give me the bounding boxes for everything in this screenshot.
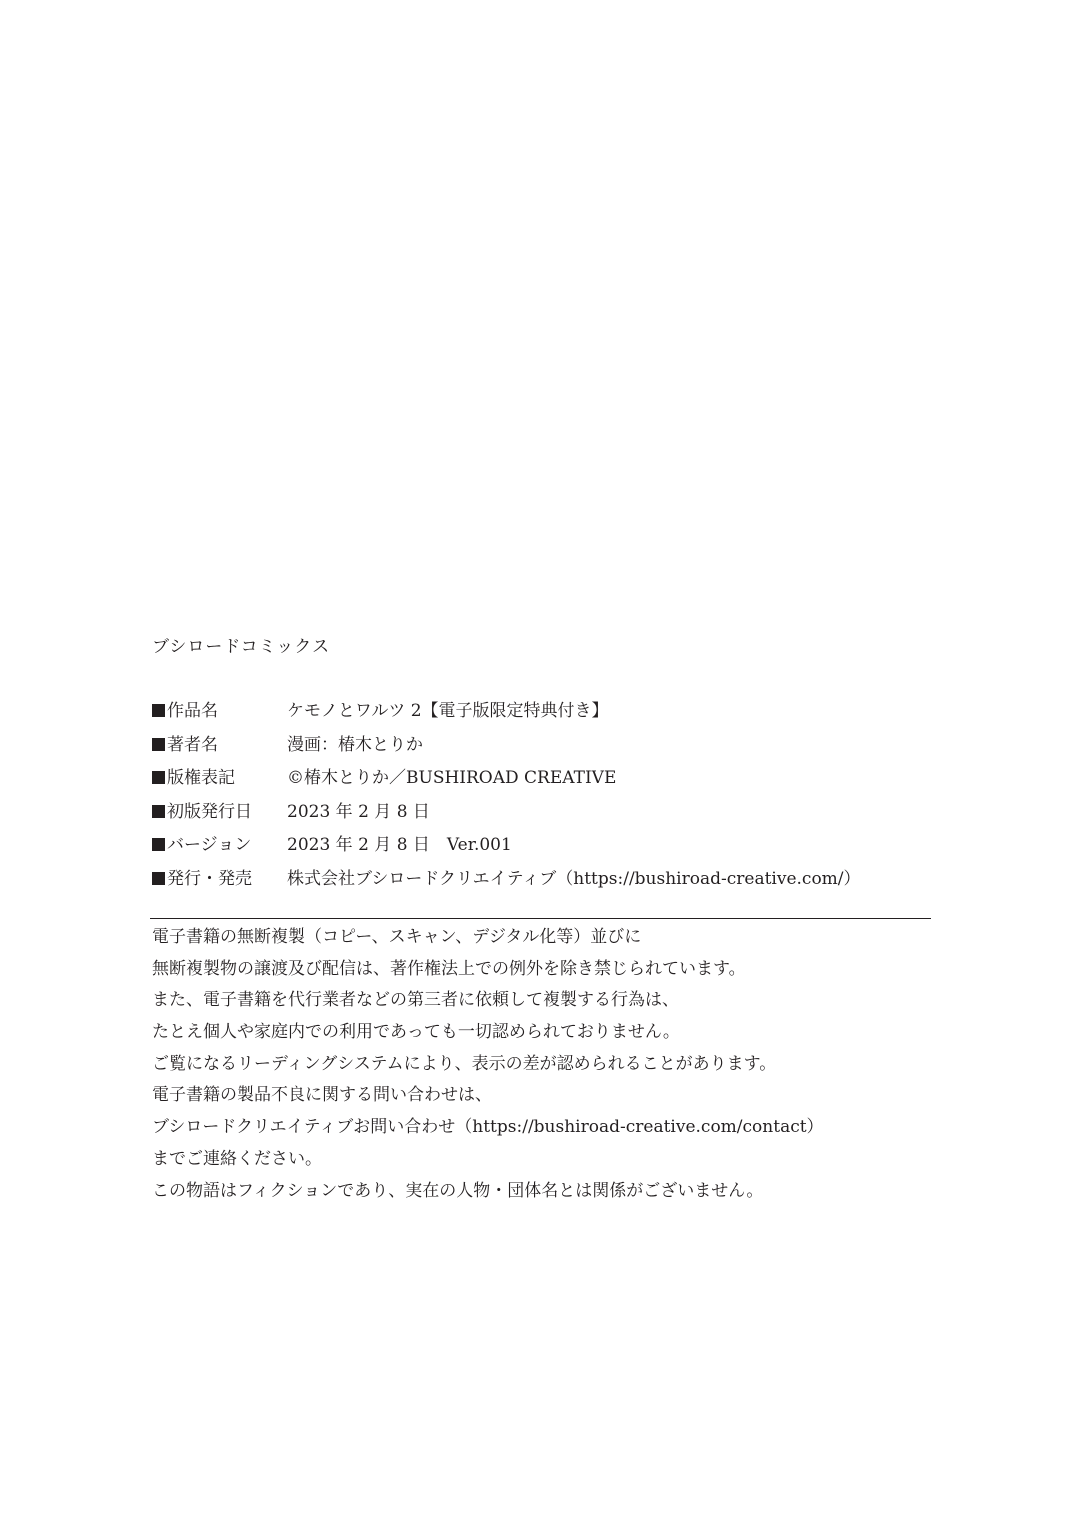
imprint-label: ブシロードコミックス xyxy=(152,637,331,657)
info-row-first-edition xyxy=(152,796,942,830)
notice-line: ご覧になるリーディングシステムにより、表示の差が認められることがあります。 xyxy=(152,1053,777,1074)
info-value: 株式会社ブシロードクリエイティブ（https://bushiroad-creative.com/） xyxy=(287,868,861,889)
info-key: バージョン xyxy=(152,829,251,863)
imprint-info-table xyxy=(152,695,942,896)
info-value: 2023 年 2 月 8 日 xyxy=(287,801,430,822)
notice-line: 無断複製物の譲渡及び配信は、著作権法上での例外を除き禁じられています。 xyxy=(152,958,746,979)
info-row-publisher xyxy=(152,863,942,897)
info-key: 初版発行日 xyxy=(152,796,252,830)
info-value: ケモノとワルツ 2【電子版限定特典付き】 xyxy=(287,701,609,721)
notice-line: 電子書籍の無断複製（コピー、スキャン、デジタル化等）並びに xyxy=(152,927,642,947)
divider-rule xyxy=(150,918,931,919)
info-row-title xyxy=(152,695,942,729)
legal-notice xyxy=(152,922,932,1207)
notice-line: たとえ個人や家庭内での利用であっても一切認められておりません。 xyxy=(152,1022,680,1043)
notice-line: ブシロードクリエイティブお問い合わせ（https://bushiroad-creative.com/contact） xyxy=(152,1117,824,1138)
notice-line: この物語はフィクションであり、実在の人物・団体名とは関係がございません。 xyxy=(152,1180,764,1201)
info-value: 漫画：椿木とりか xyxy=(287,734,423,755)
info-key: 作品名 xyxy=(152,695,218,729)
info-key: 版権表記 xyxy=(152,762,235,796)
info-row-version xyxy=(152,829,942,863)
info-row-author xyxy=(152,729,942,763)
info-key: 発行・発売 xyxy=(152,863,252,897)
info-key: 著者名 xyxy=(152,729,218,763)
notice-line: 電子書籍の製品不良に関する問い合わせは、 xyxy=(152,1085,492,1106)
notice-line: また、電子書籍を代行業者などの第三者に依頼して複製する行為は、 xyxy=(152,990,679,1011)
info-value: ©椿木とりか／BUSHIROAD CREATIVE xyxy=(287,768,617,788)
info-value: 2023 年 2 月 8 日 Ver.001 xyxy=(287,835,512,855)
info-row-copyright xyxy=(152,762,942,796)
notice-line: までご連絡ください。 xyxy=(152,1148,322,1169)
